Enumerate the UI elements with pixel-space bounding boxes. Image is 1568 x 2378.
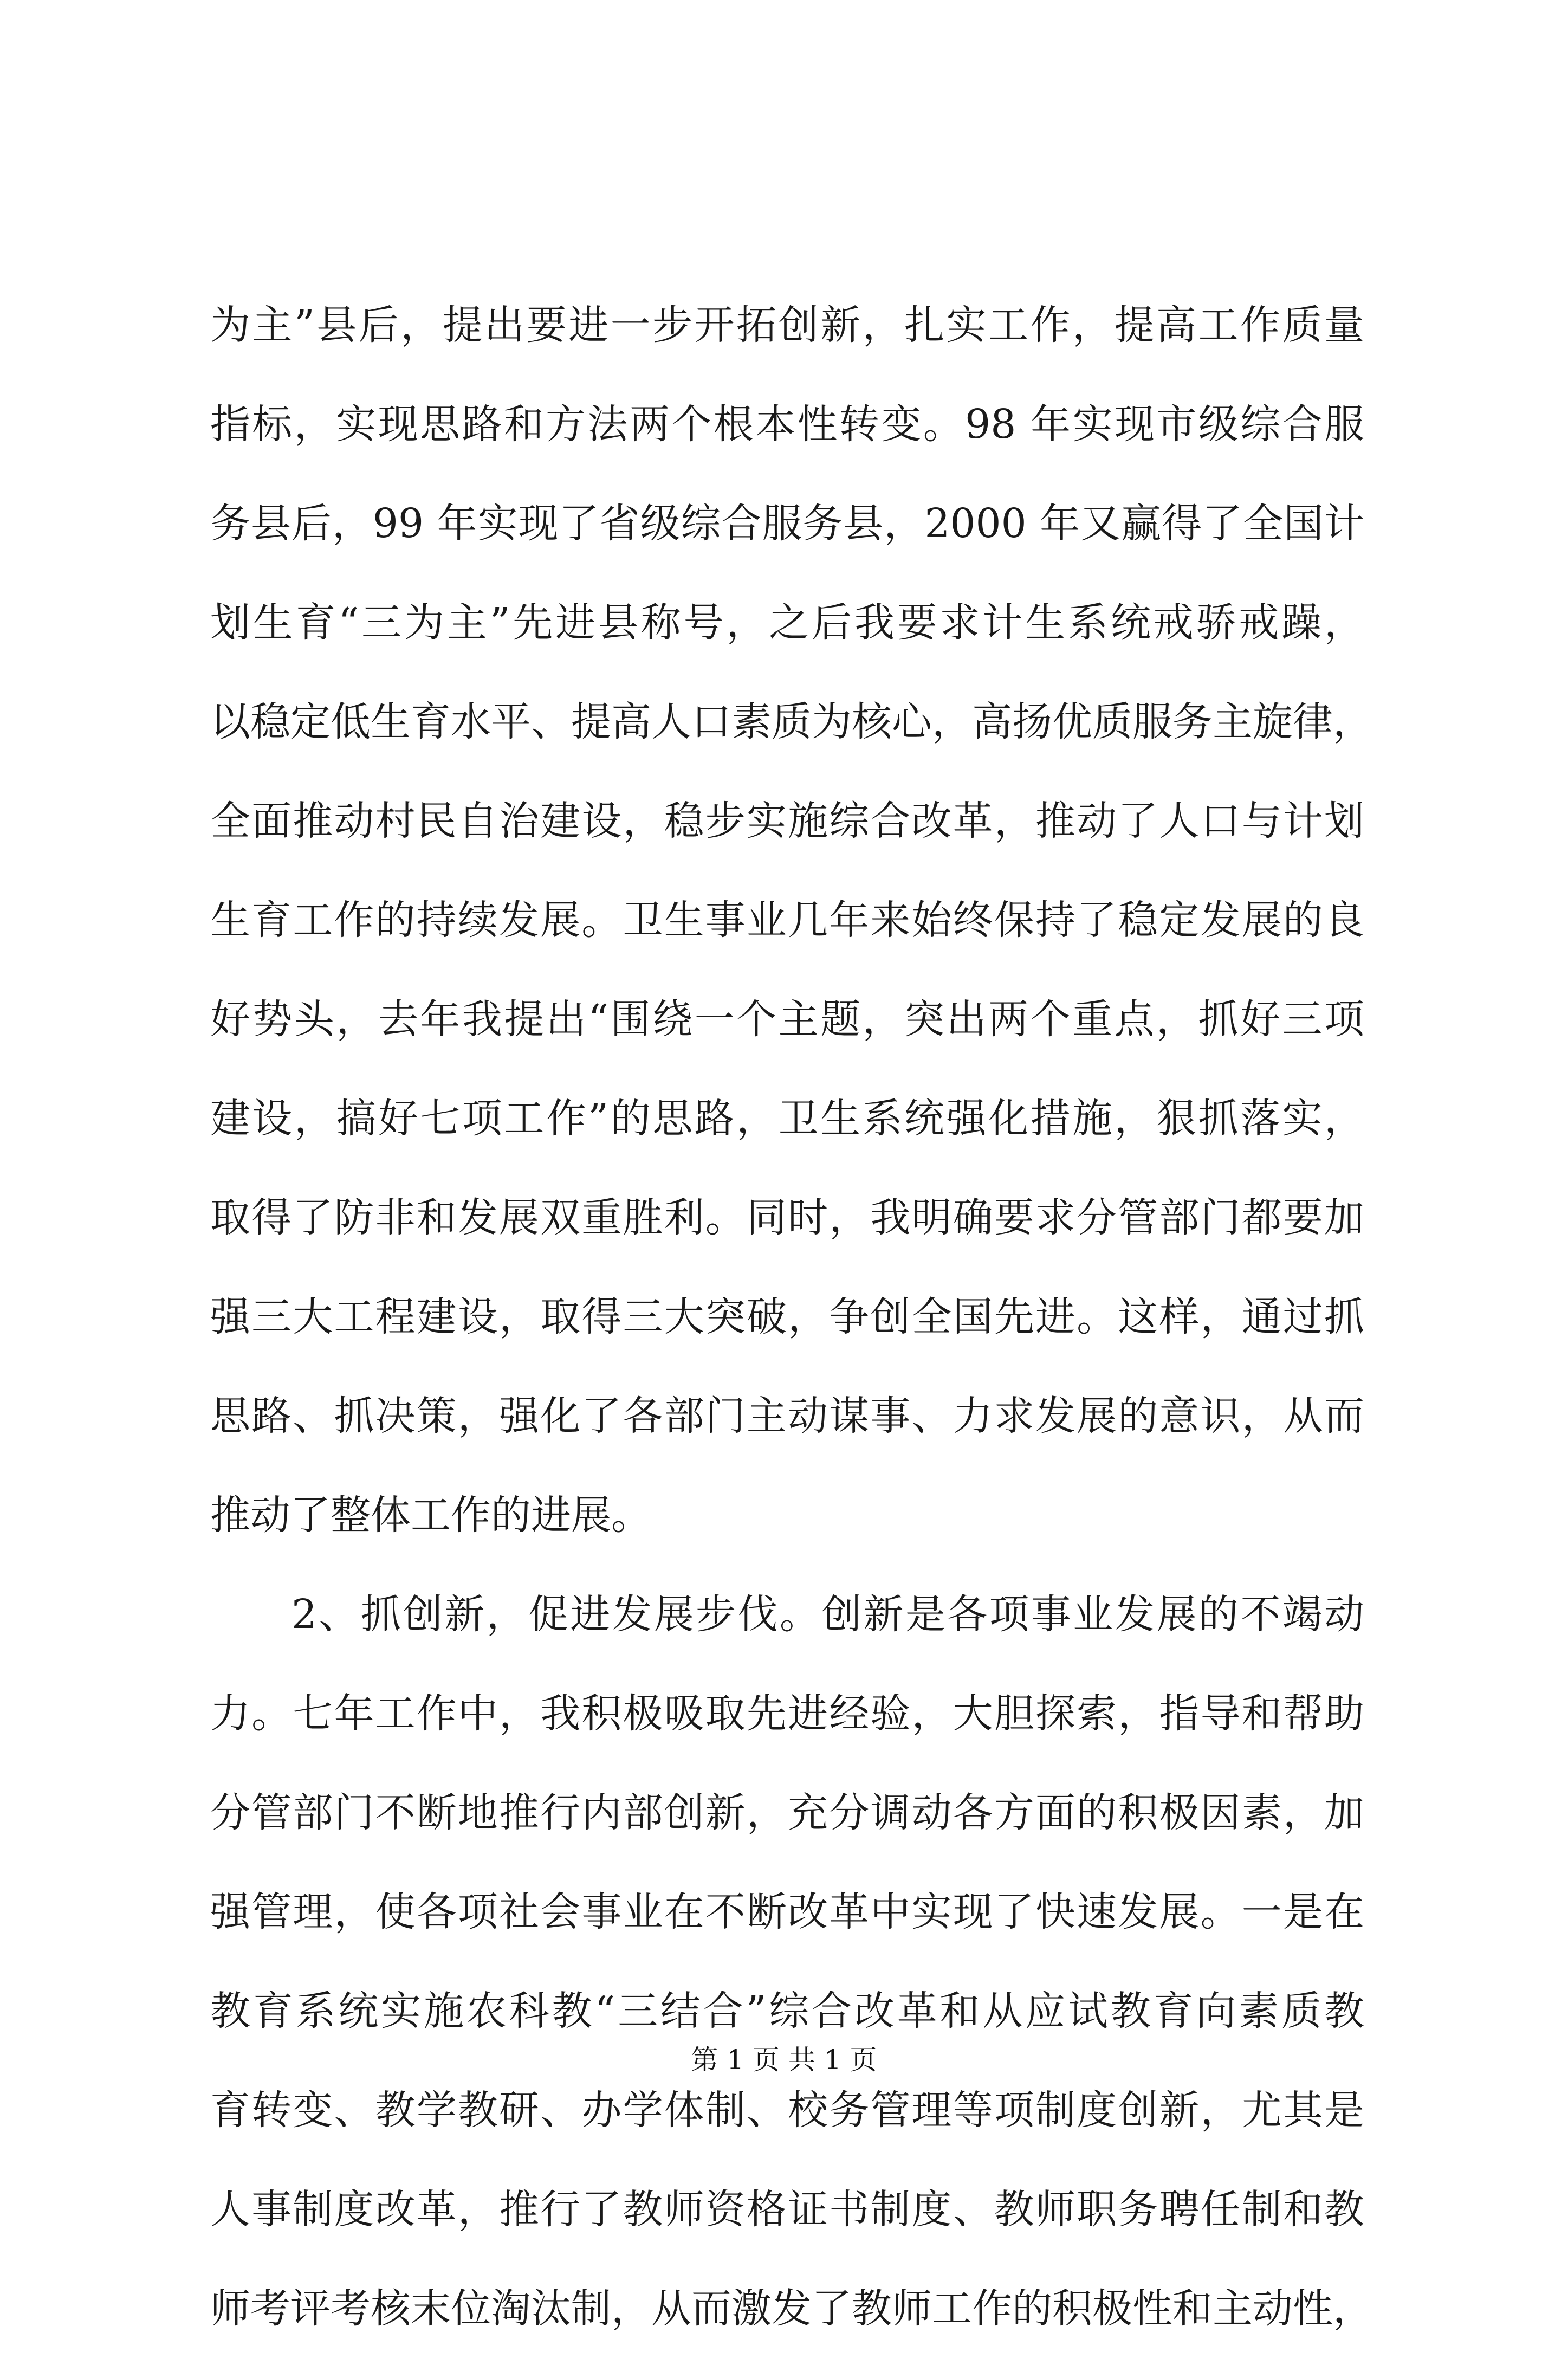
- text-line: 生育工作的持续发展。卫生事业几年来始终保持了稳定发展的良: [210, 897, 1364, 944]
- text-line: 建设，搞好七项工作”的思路，卫生系统强化措施，狠抓落实，: [210, 1095, 1364, 1142]
- text-line: 全面推动村民自治建设，稳步实施综合改革，推动了人口与计划: [210, 798, 1364, 844]
- text-line: 人事制度改革，推行了教师资格证书制度、教师职务聘任制和教: [210, 2186, 1364, 2233]
- text-line: 强管理，使各项社会事业在不断改革中实现了快速发展。一是在: [210, 1889, 1364, 1935]
- text-line: 取得了防非和发展双重胜利。同时，我明确要求分管部门都要加: [210, 1194, 1364, 1241]
- text-line: 育转变、教学教研、办学体制、校务管理等项制度创新，尤其是: [210, 2087, 1364, 2134]
- text-line: 分管部门不断地推行内部创新，充分调动各方面的积极因素，加: [210, 1789, 1364, 1836]
- text-line: 为主”县后，提出要进一步开拓创新，扎实工作，提高工作质量: [210, 302, 1364, 348]
- text-line: 指标，实现思路和方法两个根本性转变。98 年实现市级综合服: [210, 401, 1364, 448]
- text-line: 力。七年工作中，我积极吸取先进经验，大胆探索，指导和帮助: [210, 1690, 1364, 1737]
- paragraph-last-line: 推动了整体工作的进展。: [210, 1492, 651, 1539]
- text-line: 思路、抓决策，强化了各部门主动谋事、力求发展的意识，从而: [210, 1393, 1364, 1439]
- text-line: 以稳定低生育水平、提高人口素质为核心，高扬优质服务主旋律，: [210, 699, 1373, 745]
- text-line: 师考评考核末位淘汰制，从而激发了教师工作的积极性和主动性，: [210, 2285, 1373, 2332]
- text-line: 务县后，99 年实现了省级综合服务县，2000 年又赢得了全国计: [210, 500, 1364, 547]
- text-line: 强三大工程建设，取得三大突破，争创全国先进。这样，通过抓: [210, 1294, 1364, 1340]
- text-line: 教育系统实施农科教“三结合”综合改革和从应试教育向素质教: [210, 1988, 1364, 2034]
- paragraph-first-line: 2、抓创新，促进发展步伐。创新是各项事业发展的不竭动: [291, 1591, 1364, 1638]
- text-line: 划生育“三为主”先进县称号，之后我要求计生系统戒骄戒躁，: [210, 599, 1364, 646]
- page-number-label: 第 1 页 共 1 页: [691, 2044, 877, 2076]
- text-line: 好势头，去年我提出“围绕一个主题，突出两个重点，抓好三项: [210, 996, 1364, 1043]
- page-footer: [0, 2041, 1568, 2079]
